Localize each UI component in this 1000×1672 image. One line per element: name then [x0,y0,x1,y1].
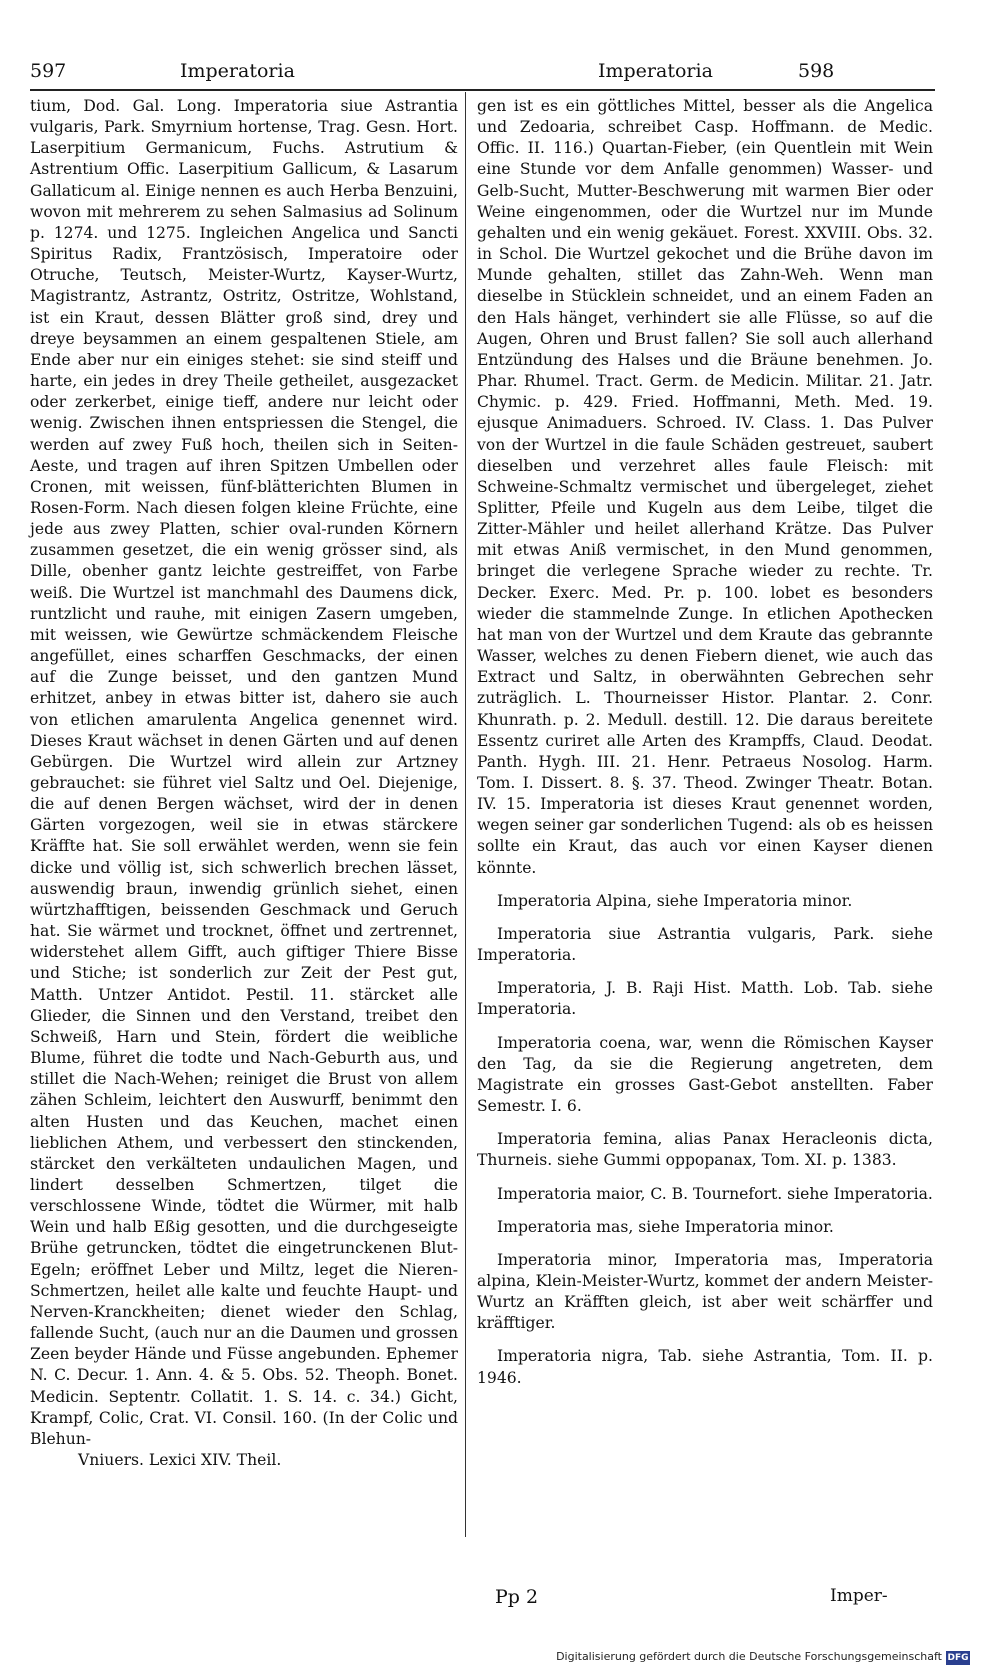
dictionary-entry: Imperatoria minor, Imperatoria mas, Imperatoria alpina, Klein-Meister-Wurtz, kommet der andern Meister-Wurtz an Kräfften gleich, ist aber weit schärffer und kräfftiger. [477,1250,933,1333]
catchword: Imper- [830,1586,888,1606]
signature-mark: Pp 2 [495,1586,539,1608]
dictionary-entry: Imperatoria mas, siehe Imperatoria minor. [497,1217,834,1236]
book-page [30,56,935,1616]
header-rule [30,89,935,91]
page-number-right: 598 [798,60,835,82]
left-column-footer: Vniuers. Lexici XIV. Theil. [78,1451,282,1469]
left-column [30,96,458,1471]
page-number-left: 597 [30,60,67,82]
running-title-left: Imperatoria [180,60,295,82]
running-title-right: Imperatoria [598,60,713,82]
dictionary-entry: Imperatoria maior, C. B. Tournefort. siehe Imperatoria. [497,1184,933,1203]
column-divider [465,92,466,1537]
dictionary-entry: Imperatoria siue Astrantia vulgaris, Park. siehe Imperatoria. [477,924,933,965]
dictionary-entry: Imperatoria coena, war, wenn die Römischen Kayser den Tag, da sie die Regierung angetreten, dem Magistrate ein grosses Gast-Gebot anstellten. Faber Semestr. I. 6. [477,1033,933,1116]
digitization-credit: Digitalisierung gefördert durch die Deutsche Forschungsgemeinschaft [556,1650,942,1663]
dfg-logo: DFG [947,1653,969,1663]
dictionary-entry: Imperatoria, J. B. Raji Hist. Matth. Lob. Tab. siehe Imperatoria. [477,979,933,1019]
right-column-text: gen ist es ein göttliches Mittel, besser als die Angelica und Zedoaria, schreibet Casp. Hoffmann. de Medic. Offic. II. 116.) Quartan-Fieber, (ein Quentlein mit Wein eine Stunde vor dem Anfalle genommen) Wasser- und Gelb-Sucht, Mutter-Beschwerung mit warmen Bier oder Weine eingenommen, oder die Wurtzel nur im Munde gehalten und ein wenig gekäuet. Forest. XXVIII. Obs. 32. in Schol. Die Wurtzel gekochet und die Brühe davon im Munde gehalten, stillet das Zahn-Weh. Wenn man dieselbe in Stücklein schneidet, und an einem Faden an den Hals hänget, verhindert sie alle Flüsse, so auf die Augen, Ohren und Brust fallen? Sie soll auch allerhand Entzündung des Halses und die Bräune benehmen. Jo. Phar. Rhumel. Tract. Germ. de Medicin. Militar. 21. Jatr. Chymic. p. 429. Fried. Hoffmanni, Meth. Med. 19. ejusque Animaduers. Schroed. IV. Class. 1. Das Pulver von der Wurtzel in die faule Schäden gestreuet, saubert dieselben und verzehret alles faule Fleisch: mit Schweine-Schmaltz vermischet und übergeleget, ziehet Splitter, Pfeile und Kugeln aus dem Leibe, tilget die Zitter-Mähler und heilet allerhand Krätze. Das Pulver mit etwas Aniß vermischet, in den Mund genommen, bringet die verlegene Sprache wieder zu rechte. Tr. Decker. Exerc. Med. Pr. p. 100. lobet es besonders wieder die stammelnde Zunge. In etlichen Apothecken hat man von der Wurtzel und dem Kraute das gebrannte Wasser, welches zu denen Fiebern dienet, wie auch das Extract und Saltz, in oberwähnten Gebrechen sehr zuträglich. L. Thourneisser Histor. Plantar. 2. Conr. Khunrath. p. 2. Medull. destill. 12. Die daraus bereitete Essentz curiret alle Arten des Krampffs, Claud. Deodat. Panth. Hygh. III. 21. Henr. Petraeus Nosolog. Harm. Tom. I. Dissert. 8. §. 37. Theod. Zwinger Theatr. Botan. IV. 15. Imperatoria ist dieses Kraut genennet worden, wegen seiner gar sonderlichen Tugend: als ob es heissen sollte ein Kraut, das auch vor einen Kayser dienen könnte. [477,97,933,877]
right-column [477,96,933,1389]
dictionary-entry: Imperatoria nigra, Tab. siehe Astrantia, Tom. II. p. 1946. [477,1347,933,1387]
left-column-text: tium, Dod. Gal. Long. Imperatoria siue Astrantia vulgaris, Park. Smyrnium hortense, Trag. Gesn. Hort. Laserpitium Germanicum, Fuchs. Astrutium & Astrentium Offic. Laserpitium Gallicum, & Lasarum Gallaticum al. Einige nennen es auch Herba Benzuini, wovon mit mehrerem zu sehen Salmasius ad Solinum p. 1274. und 1275. Ingleichen Angelica und Sancti Spiritus Radix, Frantzösisch, Imperatoire oder Otruche, Teutsch, Meister-Wurtz, Kayser-Wurtz, Magistrantz, Astrantz, Ostritz, Ostritze, Wohlstand, ist ein Kraut, dessen Blätter groß sind, drey und dreye beysammen an einem gespaltenen Stiele, am Ende aber nur ein einiges stehet: sie sind steiff und harte, ein jedes in drey Theile getheilet, ausgezacket oder zerkerbet, einige tieff, andere nur leicht oder wenig. Zwischen ihnen entspriessen die Stengel, die werden auf zwey Fuß hoch, theilen sich in Seiten-Aeste, und tragen auf ihren Spitzen Umbellen oder Cronen, mit weissen, fünf-blätterichten Blumen in Rosen-Form. Nach diesen folgen kleine Früchte, eine jede aus zwey Platten, schier oval-runden Körnern zusammen gesetzet, die ein wenig grösser sind, als Dille, obenher gantz leichte gestreiffet, von Farbe weiß. Die Wurtzel ist manchmahl des Daumens dick, runtzlicht und rauhe, mit einigen Zasern umgeben, mit weissen, wie Gewürtze schmäckendem Fleische angefüllet, eines scharffen Geschmacks, der einen auf die Zunge beisset, und den gantzen Mund erhitzet, anbey in etwas bitter ist, dahero sie auch von etlichen amarulenta Angelica genennet wird. Dieses Kraut wächset in denen Gärten und auf denen Gebürgen. Die Wurtzel wird allein zur Artzney gebrauchet: sie führet viel Saltz und Oel. Diejenige, die auf denen Bergen wächset, wird der in denen Gärten vorgezogen, weil sie in etwas stärckere Kräffte hat. Sie soll erwählet werden, wenn sie fein dicke und völlig ist, sich schwerlich brechen lässet, auswendig braun, inwendig grünlich siehet, einen würtzhafftigen, beissenden Geschmack und Geruch hat. Sie wärmet und trocknet, öffnet und zertrennet, widerstehet allem Gifft, auch giftiger Thiere Bisse und Stiche; ist sonderlich zur Zeit der Pest gut, Matth. Untzer Antidot. Pestil. 11. stärcket alle Glieder, die Sinnen und den Verstand, treibet den Schweiß, Harn und Stein, fördert die weibliche Blume, führet die todte und Nach-Geburth aus, und stillet die Nach-Wehen; reiniget die Brust von allem zähen Schleim, leichtert den Auswurff, benimmt den alten Husten und das Keuchen, machet einen lieblichen Athem, und verbessert den stinckenden, stärcket den verkälteten undaulichen Magen, und lindert desselben Schmertzen, tilget die verschlossene Winde, tödtet die Würmer, mit halb Wein und halb Eßig gesotten, und die durchgeseigte Brühe getruncken, tödtet die eingetrunckenen Blut-Egeln; eröffnet Leber und Miltz, leget die Nieren-Schmertzen, heilet alle kalte und feuchte Haupt- und Nerven-Kranckheiten; dienet wieder den Schlag, fallende Sucht, (auch nur an die Daumen und grossen Zeen beyder Hände und Füsse angebunden. Ephemer N. C. Decur. 1. Ann. 4. & 5. Obs. 52. Theoph. Bonet. Medicin. Septentr. Collatit. 1. S. 14. c. 34.) Gicht, Krampf, Colic, Crat. VI. Consil. 160. (In der Colic und Blehun- [30,97,458,1448]
dictionary-entry: Imperatoria Alpina, siehe Imperatoria minor. [497,891,853,910]
running-header [30,56,935,88]
dictionary-entry: Imperatoria femina, alias Panax Heracleonis dicta, Thurneis. siehe Gummi oppopanax, Tom. XI. p. 1383. [477,1130,933,1170]
